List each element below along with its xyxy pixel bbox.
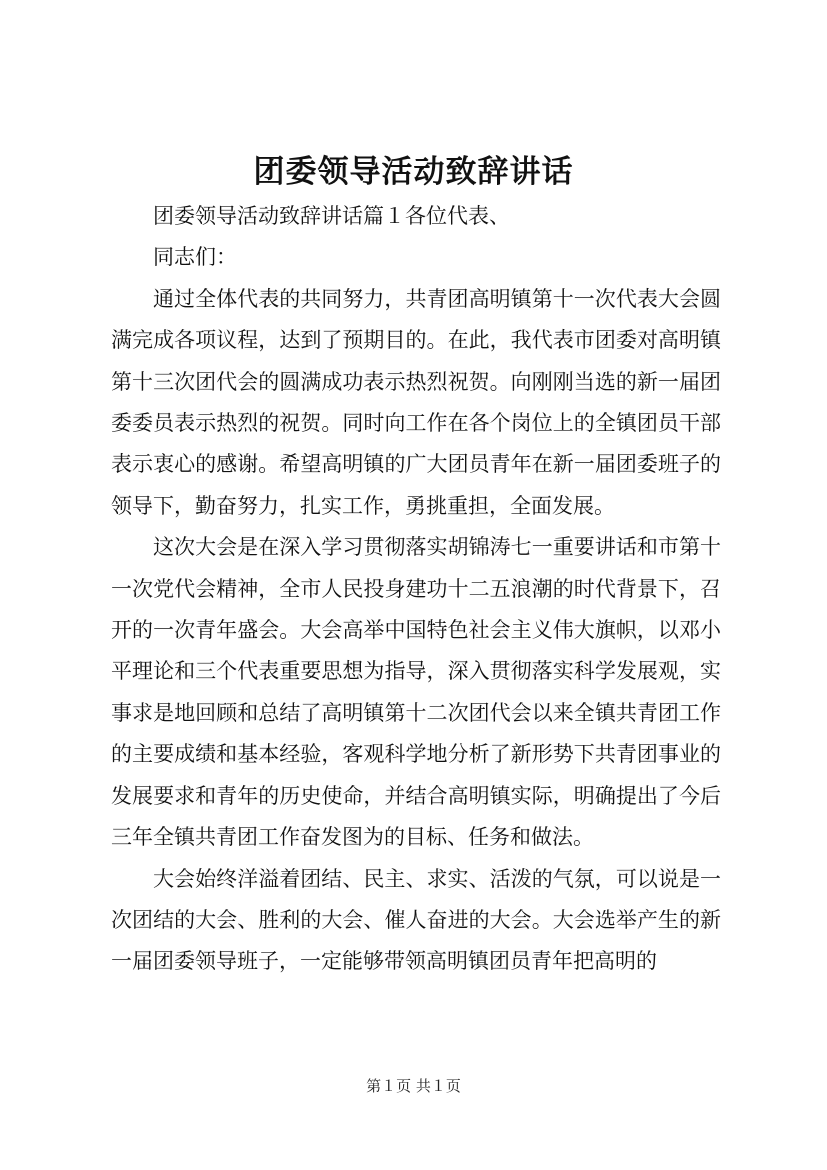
paragraph: 通过全体代表的共同努力，共青团高明镇第十一次代表大会圆满完成各项议程，达到了预期目的。在此，我代表市团委对高明镇第十三次团代会的圆满成功表示热烈祝贺。向刚刚当选的新一届团委委员表示热烈的祝贺。同时向工作在各个岗位上的全镇团员干部表示衷心的感谢。希望高明镇的广大团员青年在新一届团委班子的领导下，勤奋努力，扎实工作，勇挑重担，全面发展。 bbox=[111, 286, 721, 518]
paragraph: 大会始终洋溢着团结、民主、求实、活泼的气氛，可以说是一次团结的大会、胜利的大会、催人奋进的大会。大会选举产生的新一届团委领导班子，一定能够带领高明镇团员青年把高明的 bbox=[111, 866, 721, 974]
document-body bbox=[111, 196, 721, 983]
paragraph-heading: 团委领导活动致辞讲话篇１各位代表、 bbox=[153, 204, 510, 228]
paragraph: 这次大会是在深入学习贯彻落实胡锦涛七一重要讲话和市第十一次党代会精神，全市人民投身建功十二五浪潮的时代背景下，召开的一次青年盛会。大会高举中国特色社会主义伟大旗帜，以邓小平理论和三个代表重要思想为指导，深入贯彻落实科学发展观，实事求是地回顾和总结了高明镇第十二次团代会以来全镇共青团工作的主要成绩和基本经验，客观科学地分析了新形势下共青团事业的发展要求和青年的历史使命，并结合高明镇实际，明确提出了今后三年全镇共青团工作奋发图为的目标、任务和做法。 bbox=[111, 535, 721, 850]
page-number-footer: 第１页 共１页 bbox=[366, 1077, 461, 1095]
paragraph-salutation: 同志们： bbox=[153, 245, 237, 270]
document-title: 团委领导活动致辞讲话 bbox=[253, 154, 574, 190]
